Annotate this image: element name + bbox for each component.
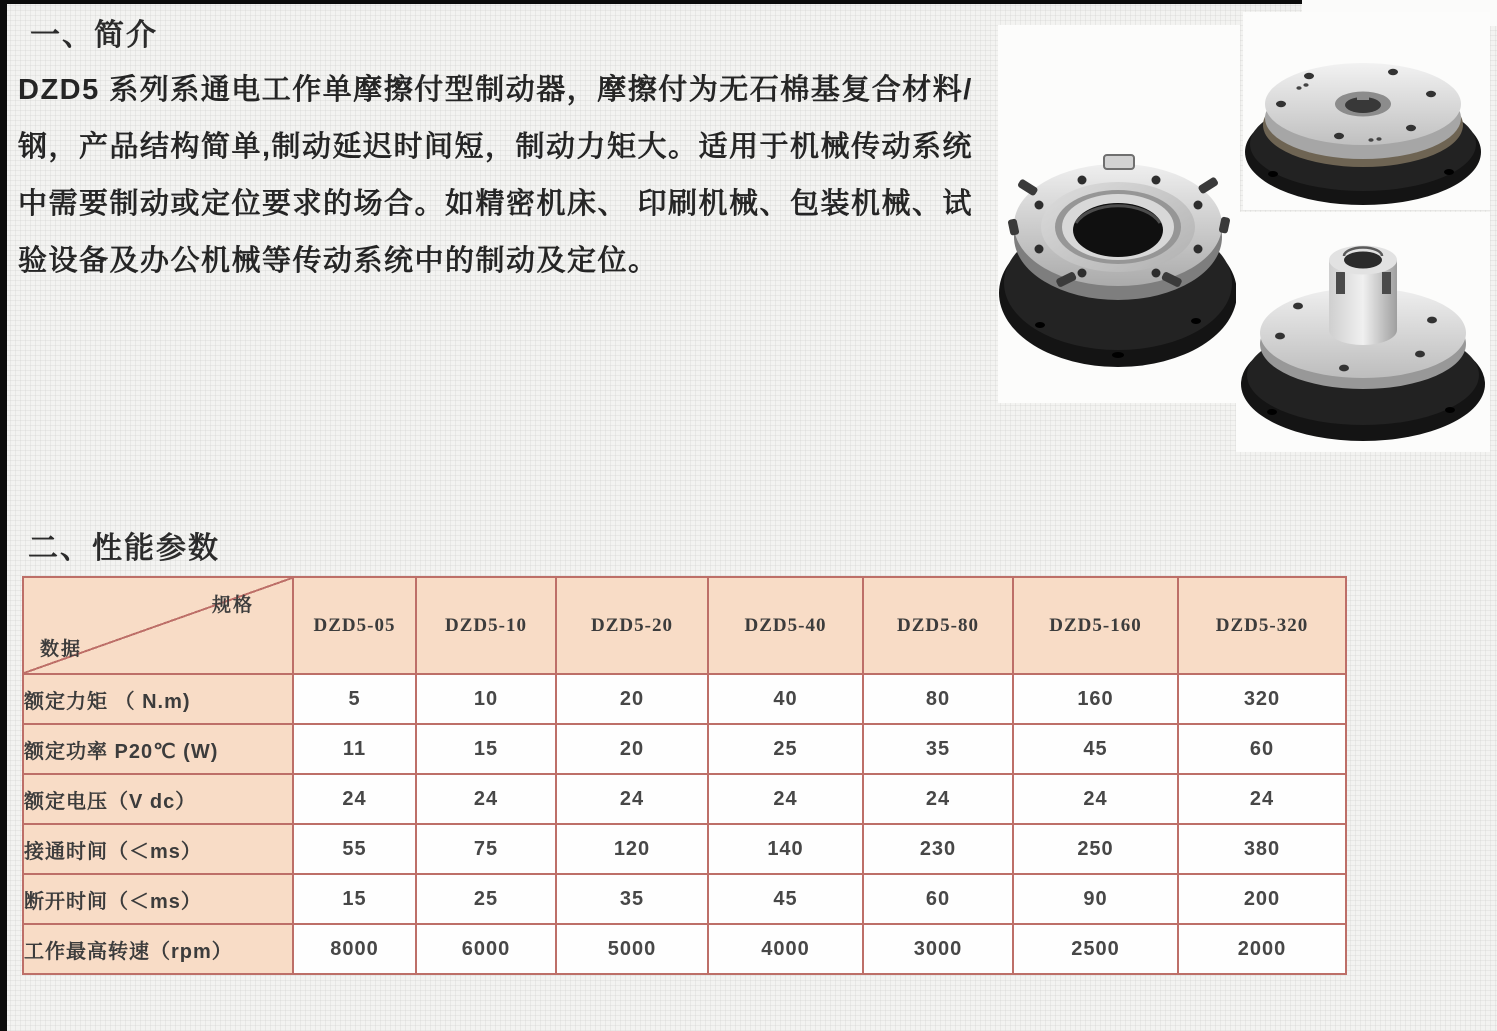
table-cell: 80 xyxy=(863,674,1013,724)
table-cell: 2500 xyxy=(1013,924,1178,974)
table-cell: 25 xyxy=(416,874,556,924)
section-title-performance: 二、性能参数 xyxy=(28,532,220,565)
table-row-max-speed xyxy=(23,924,1346,974)
table-cell: 20 xyxy=(556,724,708,774)
table-cell: 55 xyxy=(293,824,416,874)
center-bore xyxy=(1335,92,1391,117)
table-row-rated-torque xyxy=(23,674,1346,724)
column-header-dzd5-20: DZD5-20 xyxy=(556,577,708,674)
table-row-release-time xyxy=(23,874,1346,924)
table-cell: 25 xyxy=(708,724,863,774)
row-label: 额定力矩 （ N.m) xyxy=(23,674,293,724)
column-header-dzd5-05: DZD5-05 xyxy=(293,577,416,674)
table-row-rated-power xyxy=(23,724,1346,774)
table-cell: 35 xyxy=(556,874,708,924)
corner-spec-label: 规格 xyxy=(211,595,254,616)
table-cell: 380 xyxy=(1178,824,1346,874)
table-cell: 45 xyxy=(1013,724,1178,774)
column-header-dzd5-320: DZD5-320 xyxy=(1178,577,1346,674)
performance-table xyxy=(22,576,1347,975)
table-cell: 60 xyxy=(863,874,1013,924)
product-photo-flat-disc-brake xyxy=(1243,12,1490,210)
table-cell: 24 xyxy=(556,774,708,824)
table-cell: 8000 xyxy=(293,924,416,974)
intro-line: 中需要制动或定位要求的场合。如精密机床、 印刷机械、包装机械、试 xyxy=(18,188,974,220)
row-label: 接通时间（＜ms） xyxy=(23,824,293,874)
table-cell: 45 xyxy=(708,874,863,924)
intro-paragraph xyxy=(18,62,1003,290)
table-cell: 140 xyxy=(708,824,863,874)
table-cell: 250 xyxy=(1013,824,1178,874)
center-hub xyxy=(1329,246,1397,346)
column-header-dzd5-160: DZD5-160 xyxy=(1013,577,1178,674)
corner-data-label: 数据 xyxy=(40,639,83,660)
table-cell: 24 xyxy=(1178,774,1346,824)
table-cell: 24 xyxy=(293,774,416,824)
section-title-intro: 一、简介 xyxy=(30,19,158,52)
column-header-dzd5-40: DZD5-40 xyxy=(708,577,863,674)
table-row-rated-voltage xyxy=(23,774,1346,824)
table-cell: 60 xyxy=(1178,724,1346,774)
row-label: 额定功率 P20℃ (W) xyxy=(23,724,293,774)
table-cell: 20 xyxy=(556,674,708,724)
table-cell: 24 xyxy=(416,774,556,824)
row-label: 工作最高转速（rpm） xyxy=(23,924,293,974)
scan-edge-left xyxy=(0,0,7,1031)
center-bore xyxy=(1073,203,1163,257)
table-cell: 320 xyxy=(1178,674,1346,724)
intro-line: 验设备及办公机械等传动系统中的制动及定位。 xyxy=(18,245,659,277)
table-cell: 24 xyxy=(863,774,1013,824)
table-cell: 90 xyxy=(1013,874,1178,924)
ring-brake-illustration xyxy=(998,25,1240,403)
table-row-engage-time xyxy=(23,824,1346,874)
table-cell: 24 xyxy=(708,774,863,824)
intro-line: 钢，产品结构简单,制动延迟时间短，制动力矩大。适用于机械传动系统 xyxy=(18,131,974,163)
table-cell: 15 xyxy=(416,724,556,774)
table-cell: 15 xyxy=(293,874,416,924)
table-cell: 3000 xyxy=(863,924,1013,974)
table-cell: 4000 xyxy=(708,924,863,974)
intro-line: DZD5 系列系通电工作单摩擦付型制动器，摩擦付为无石棉基复合材料/ xyxy=(18,74,973,106)
row-label: 额定电压（V dc） xyxy=(23,774,293,824)
table-cell: 160 xyxy=(1013,674,1178,724)
table-cell: 6000 xyxy=(416,924,556,974)
table-cell: 2000 xyxy=(1178,924,1346,974)
table-cell: 120 xyxy=(556,824,708,874)
row-label: 断开时间（＜ms） xyxy=(23,874,293,924)
product-photo-hub-disc-brake xyxy=(1236,212,1490,452)
table-cell: 5000 xyxy=(556,924,708,974)
column-header-dzd5-80: DZD5-80 xyxy=(863,577,1013,674)
table-cell: 11 xyxy=(293,724,416,774)
corner-cell xyxy=(23,577,293,674)
column-header-dzd5-10: DZD5-10 xyxy=(416,577,556,674)
table-cell: 230 xyxy=(863,824,1013,874)
table-cell: 5 xyxy=(293,674,416,724)
table-cell: 35 xyxy=(863,724,1013,774)
table-header-row xyxy=(23,577,1346,674)
hub-disc-brake-illustration xyxy=(1236,212,1490,452)
table-cell: 200 xyxy=(1178,874,1346,924)
product-photo-ring-brake xyxy=(998,25,1240,403)
table-cell: 10 xyxy=(416,674,556,724)
scan-edge-top xyxy=(0,0,1302,4)
table-cell: 24 xyxy=(1013,774,1178,824)
flat-disc-brake-illustration xyxy=(1243,12,1490,210)
table-cell: 40 xyxy=(708,674,863,724)
table-cell: 75 xyxy=(416,824,556,874)
